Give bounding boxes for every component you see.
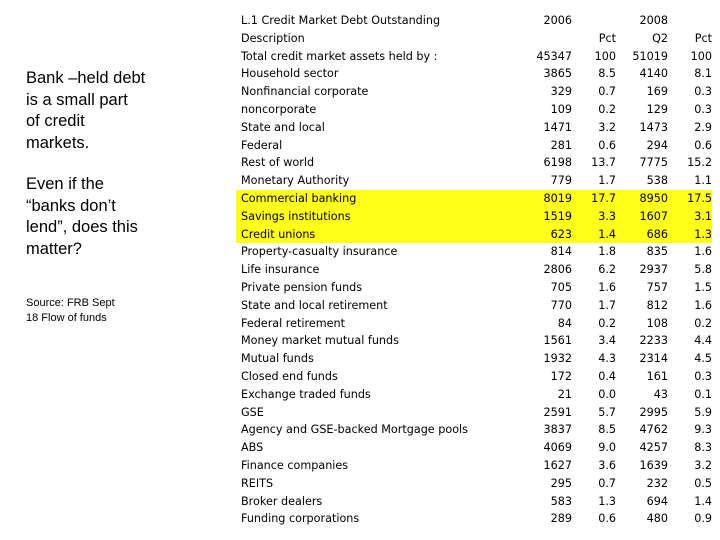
value-2006-cell: 2591 xyxy=(543,405,572,419)
description-cell: Broker dealers xyxy=(241,494,323,508)
pct-2006-cell: 5.7 xyxy=(598,405,616,419)
pct-2006-cell: 13.7 xyxy=(591,156,616,170)
description-cell: Household sector xyxy=(241,67,339,81)
value-2008q2-cell: 2008 xyxy=(639,14,668,27)
description-cell: Nonfinancial corporate xyxy=(241,85,369,99)
pct-2008q2-cell: 4.5 xyxy=(694,352,712,366)
table-row xyxy=(236,297,712,315)
value-2008q2-cell: Q2 xyxy=(652,31,668,45)
pct-2006-cell: 4.3 xyxy=(598,352,616,366)
pct-2008q2-cell: 0.3 xyxy=(694,85,712,99)
table-row xyxy=(236,332,712,350)
value-2008q2-cell: 812 xyxy=(646,298,668,312)
description-cell: Exchange traded funds xyxy=(241,387,371,401)
value-2006-cell: 2006 xyxy=(543,14,572,27)
pct-2006-cell: 0.2 xyxy=(598,316,616,330)
pct-2006-cell: 3.4 xyxy=(598,334,616,348)
table-row xyxy=(236,119,712,137)
pct-2006-cell: 1.7 xyxy=(598,174,616,188)
pct-2006-cell: 0.2 xyxy=(598,102,616,116)
table-row xyxy=(236,12,712,30)
value-2006-cell: 1627 xyxy=(543,458,572,472)
pct-2006-cell: 0.7 xyxy=(598,85,616,99)
table-row xyxy=(236,261,712,279)
description-cell: Agency and GSE-backed Mortgage pools xyxy=(241,423,468,437)
table-row xyxy=(236,65,712,83)
pct-2006-cell: 8.5 xyxy=(598,423,616,437)
value-2006-cell: 583 xyxy=(550,494,572,508)
description-cell: Private pension funds xyxy=(241,280,363,294)
table-row xyxy=(236,493,712,511)
pct-2008q2-cell: 1.6 xyxy=(694,298,712,312)
table-row xyxy=(236,172,712,190)
table-row xyxy=(236,457,712,475)
pct-2008q2-cell: 8.3 xyxy=(694,441,712,455)
table-row-highlighted xyxy=(236,208,712,226)
credit-market-debt-table xyxy=(236,12,712,528)
description-cell: Credit unions xyxy=(236,226,526,244)
description-cell: Mutual funds xyxy=(241,352,314,366)
value-2008q2-cell: 835 xyxy=(646,245,668,259)
pct-2008q2-cell: 8.1 xyxy=(694,67,712,81)
pct-2008q2-cell: 1.6 xyxy=(694,245,712,259)
value-2008q2-cell: 757 xyxy=(646,280,668,294)
value-2006-cell: 4069 xyxy=(543,441,572,455)
table-row xyxy=(236,101,712,119)
pct-2008q2-cell: 0.6 xyxy=(694,138,712,152)
pct-2006-cell: 0.0 xyxy=(598,387,616,401)
pct-2006-cell: 0.4 xyxy=(598,369,616,383)
value-2008q2-cell: 4140 xyxy=(639,67,668,81)
pct-2008q2-cell: 1.3 xyxy=(668,226,712,244)
table-row xyxy=(236,439,712,457)
pct-2008q2-cell: 5.8 xyxy=(694,263,712,277)
table-row xyxy=(236,279,712,297)
description-cell: Commercial banking xyxy=(236,190,526,208)
table-row xyxy=(236,315,712,333)
pct-2006-cell: 100 xyxy=(594,49,616,63)
value-2008q2-cell: 294 xyxy=(646,138,668,152)
value-2008q2-cell: 4762 xyxy=(639,423,668,437)
pct-2006-cell: 0.6 xyxy=(598,138,616,152)
commentary-question: Even if the “banks don’t lend”, does this matter? xyxy=(26,175,138,258)
value-2006-cell: 770 xyxy=(550,298,572,312)
pct-2006-cell xyxy=(572,12,616,30)
pct-2006-cell: 3.6 xyxy=(598,458,616,472)
pct-2008q2-cell: 9.3 xyxy=(694,423,712,437)
value-2006-cell: 21 xyxy=(557,387,572,401)
table-row-highlighted xyxy=(236,226,712,244)
description-cell: State and local retirement xyxy=(241,298,388,312)
pct-2006-cell: 1.6 xyxy=(598,280,616,294)
table-row xyxy=(236,510,712,528)
description-cell: Rest of world xyxy=(241,156,315,170)
description-cell: Savings institutions xyxy=(236,208,526,226)
pct-2006-cell: 17.7 xyxy=(572,190,616,208)
value-2008q2-cell: 108 xyxy=(646,316,668,330)
value-2008q2-cell: 2995 xyxy=(639,405,668,419)
description-cell: L.1 Credit Market Debt Outstanding xyxy=(241,14,441,27)
value-2008q2-cell: 538 xyxy=(646,174,668,188)
value-2008q2-cell: 1607 xyxy=(616,208,668,226)
value-2008q2-cell: 1639 xyxy=(639,458,668,472)
source-note: Source: FRB Sept 18 Flow of funds xyxy=(26,297,115,324)
pct-2006-cell: 1.3 xyxy=(598,494,616,508)
table-row xyxy=(236,368,712,386)
table-row xyxy=(236,48,712,66)
pct-2008q2-cell: 4.4 xyxy=(694,334,712,348)
value-2006-cell: 814 xyxy=(550,245,572,259)
value-2008q2-cell: 694 xyxy=(646,494,668,508)
table-body xyxy=(236,12,712,528)
value-2008q2-cell: 4257 xyxy=(639,441,668,455)
value-2006-cell: 623 xyxy=(526,226,572,244)
pct-2008q2-cell: 100 xyxy=(690,49,712,63)
description-cell: State and local xyxy=(241,120,325,134)
pct-2006-cell: 1.4 xyxy=(572,226,616,244)
table-row xyxy=(236,83,712,101)
value-2006-cell: 84 xyxy=(557,316,572,330)
pct-2008q2-cell: 15.2 xyxy=(687,156,712,170)
table-row xyxy=(236,30,712,48)
value-2006-cell: 1519 xyxy=(526,208,572,226)
value-2006-cell: 329 xyxy=(550,85,572,99)
pct-2008q2-cell: 3.1 xyxy=(668,208,712,226)
value-2008q2-cell: 129 xyxy=(646,102,668,116)
value-2008q2-cell: 686 xyxy=(616,226,668,244)
pct-2008q2-cell: 0.3 xyxy=(694,369,712,383)
pct-2006-cell: 1.8 xyxy=(598,245,616,259)
value-2006-cell: 3865 xyxy=(543,67,572,81)
pct-2006-cell: 0.6 xyxy=(598,512,616,526)
pct-2008q2-cell: 0.5 xyxy=(694,476,712,490)
pct-2008q2-cell: 0.3 xyxy=(694,102,712,116)
value-2008q2-cell: 2233 xyxy=(639,334,668,348)
value-2008q2-cell: 2937 xyxy=(639,263,668,277)
pct-2008q2-cell: 0.1 xyxy=(694,387,712,401)
description-cell: Property-casualty insurance xyxy=(241,245,398,259)
description-cell: ABS xyxy=(241,441,264,455)
description-cell: REITS xyxy=(241,476,274,490)
pct-2006-cell: 0.7 xyxy=(598,476,616,490)
commentary-heading: Bank –held debt is a small part of credit markets. xyxy=(26,69,146,152)
value-2006-cell: 2806 xyxy=(543,263,572,277)
pct-2008q2-cell: 0.2 xyxy=(694,316,712,330)
table-row-highlighted xyxy=(236,190,712,208)
value-2006-cell: 109 xyxy=(550,102,572,116)
description-cell: GSE xyxy=(241,405,264,419)
value-2006-cell: 289 xyxy=(550,512,572,526)
value-2006-cell: 779 xyxy=(550,174,572,188)
pct-2006-cell: 3.2 xyxy=(598,120,616,134)
credit-market-table-container xyxy=(236,12,712,528)
value-2006-cell: 1932 xyxy=(543,352,572,366)
pct-2006-cell: 9.0 xyxy=(598,441,616,455)
pct-2008q2-cell: Pct xyxy=(694,31,712,45)
value-2008q2-cell: 1473 xyxy=(639,120,668,134)
table-row xyxy=(236,243,712,261)
value-2008q2-cell: 2314 xyxy=(639,352,668,366)
value-2008q2-cell: 232 xyxy=(646,476,668,490)
value-2008q2-cell: 7775 xyxy=(639,156,668,170)
pct-2008q2-cell: 5.9 xyxy=(694,405,712,419)
value-2008q2-cell: 51019 xyxy=(632,49,668,63)
description-cell: Life insurance xyxy=(241,263,320,277)
value-2006-cell xyxy=(526,30,572,48)
pct-2006-cell: Pct xyxy=(598,31,616,45)
value-2006-cell: 281 xyxy=(550,138,572,152)
value-2008q2-cell: 43 xyxy=(653,387,668,401)
value-2008q2-cell: 161 xyxy=(646,369,668,383)
value-2006-cell: 172 xyxy=(550,369,572,383)
description-cell: Total credit market assets held by : xyxy=(241,49,438,63)
table-row xyxy=(236,350,712,368)
table-row xyxy=(236,154,712,172)
pct-2008q2-cell: 1.4 xyxy=(694,494,712,508)
description-cell: Closed end funds xyxy=(241,369,338,383)
description-cell: Federal xyxy=(241,138,283,152)
table-row xyxy=(236,137,712,155)
pct-2008q2-cell: 1.5 xyxy=(694,280,712,294)
description-cell: Federal retirement xyxy=(241,316,346,330)
description-cell: Description xyxy=(241,31,305,45)
pct-2008q2-cell xyxy=(668,12,712,30)
table-row xyxy=(236,475,712,493)
value-2006-cell: 1471 xyxy=(543,120,572,134)
pct-2006-cell: 3.3 xyxy=(572,208,616,226)
pct-2008q2-cell: 1.1 xyxy=(694,174,712,188)
table-row xyxy=(236,421,712,439)
description-cell: Monetary Authority xyxy=(241,174,350,188)
pct-2006-cell: 1.7 xyxy=(598,298,616,312)
pct-2008q2-cell: 2.9 xyxy=(694,120,712,134)
value-2006-cell: 8019 xyxy=(526,190,572,208)
commentary-panel xyxy=(26,68,216,326)
value-2006-cell: 3837 xyxy=(543,423,572,437)
description-cell: noncorporate xyxy=(241,102,317,116)
value-2008q2-cell: 8950 xyxy=(616,190,668,208)
value-2006-cell: 6198 xyxy=(543,156,572,170)
value-2006-cell: 45347 xyxy=(536,49,572,63)
description-cell: Money market mutual funds xyxy=(241,334,399,348)
value-2008q2-cell: 169 xyxy=(646,85,668,99)
pct-2006-cell: 6.2 xyxy=(598,263,616,277)
value-2008q2-cell: 480 xyxy=(646,512,668,526)
value-2006-cell: 705 xyxy=(550,280,572,294)
pct-2008q2-cell: 0.9 xyxy=(694,512,712,526)
pct-2006-cell: 8.5 xyxy=(598,67,616,81)
pct-2008q2-cell: 17.5 xyxy=(668,190,712,208)
pct-2008q2-cell: 3.2 xyxy=(694,458,712,472)
table-row xyxy=(236,386,712,404)
description-cell: Funding corporations xyxy=(241,512,360,526)
description-cell: Finance companies xyxy=(241,458,349,472)
value-2006-cell: 295 xyxy=(550,476,572,490)
value-2006-cell: 1561 xyxy=(543,334,572,348)
table-row xyxy=(236,404,712,422)
